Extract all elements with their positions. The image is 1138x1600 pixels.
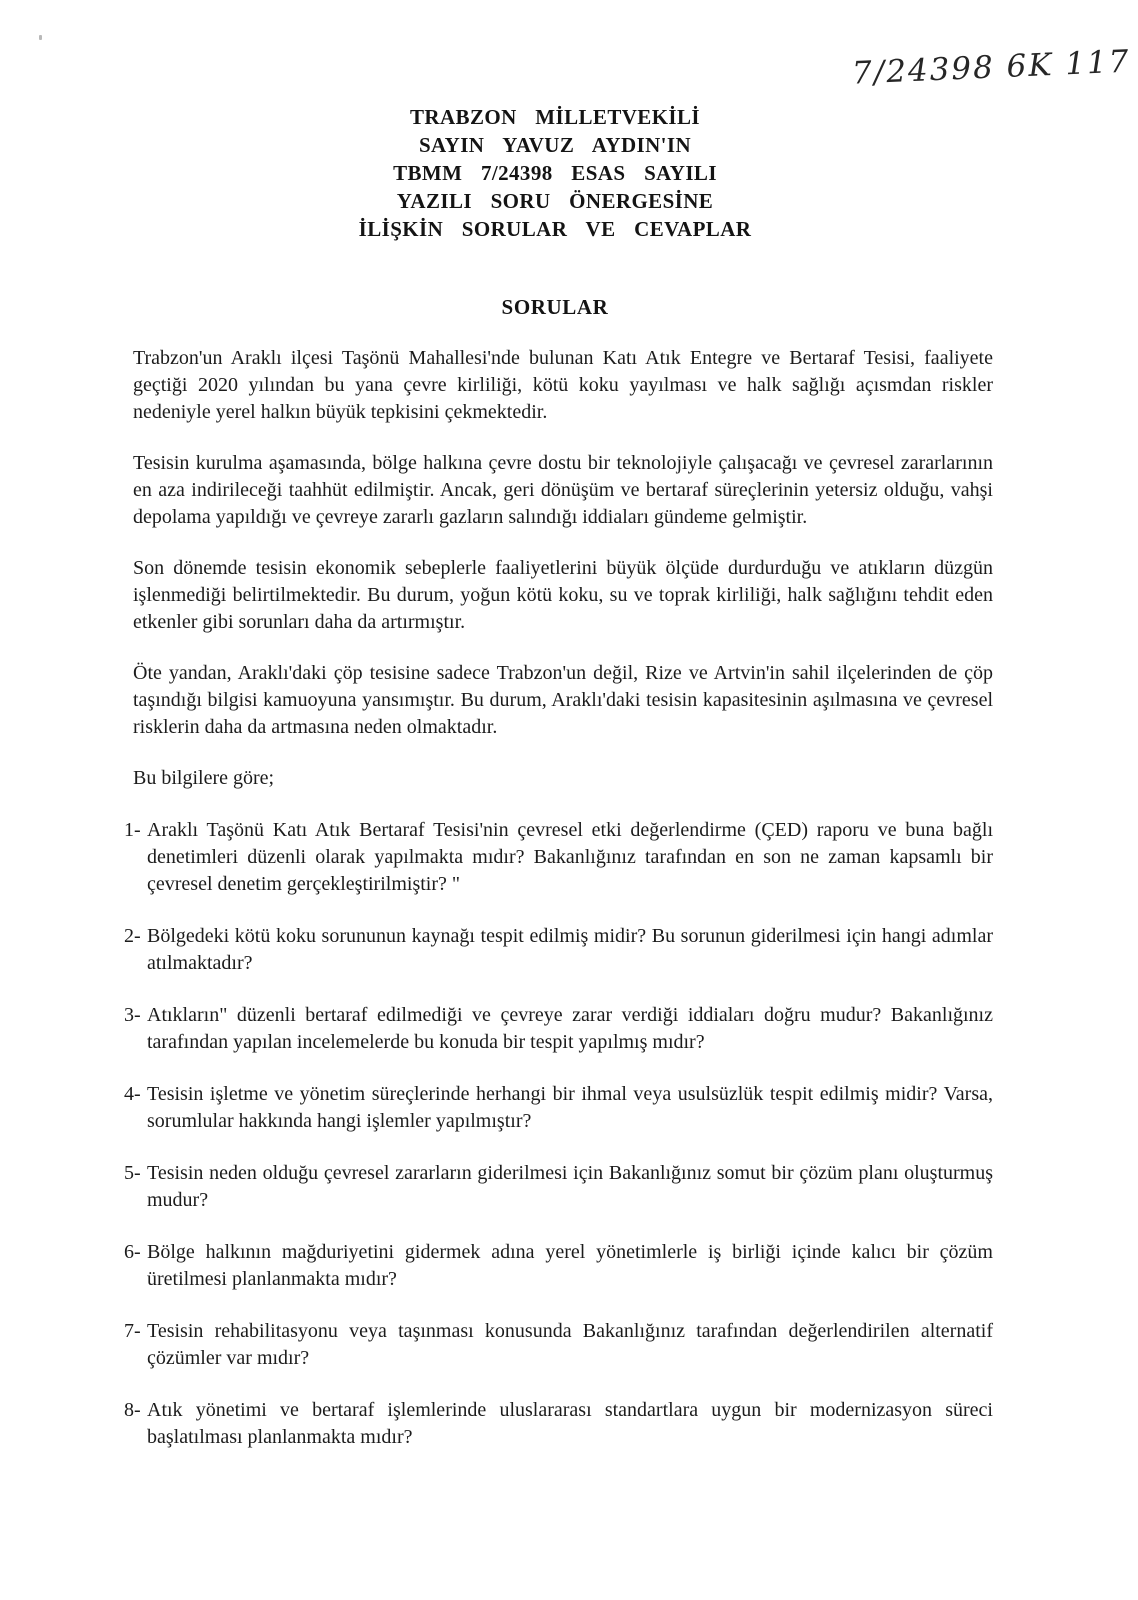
question-item-6 [124,1239,993,1293]
question-text-8: Atık yönetimi ve bertaraf işlemlerinde uluslararası standartlara uygun bir modernizasyon süreci başlatılması planlanmakta mıdır? [147,1399,993,1448]
paragraph-4: Öte yandan, Araklı'daki çöp tesisine sadece Trabzon'un değil, Rize ve Artvin'in sahil ilçelerinden de çöp taşındığı bilgisi kamuoyuna yansımıştır. Bu durum, Araklı'daki tesisin kapasitesinin aşılmasına ve çevresel risklerin daha da artmasına neden olmaktadır. [133,662,993,738]
question-item-3 [124,1002,993,1056]
question-number-5: 5- [124,1162,141,1184]
question-number-1: 1- [124,819,141,841]
question-number-8: 8- [124,1399,141,1421]
question-number-3: 3- [124,1004,141,1026]
document-body [124,345,993,1476]
paragraph-2: Tesisin kurulma aşamasında, bölge halkına çevre dostu bir teknolojiyle çalışacağı ve çevresel zararlarının en aza indirileceği taahhüt edilmiştir. Ancak, geri dönüşüm ve bertaraf süreçlerinin yetersiz olduğu, vahşi depolama yapıldığı ve çevreye zararlı gazların salındığı iddiaları gündeme gelmiştir. [133,452,993,528]
scan-artifact-speck [39,35,42,40]
question-item-1 [124,817,993,898]
question-text-2: Bölgedeki kötü koku sorununun kaynağı tespit edilmiş midir? Bu sorunun giderilmesi için hangi adımlar atılmaktadır? [147,925,993,974]
title-line-4: YAZILI SORU ÖNERGESİNE [396,189,714,213]
paragraph-3: Son dönemde tesisin ekonomik sebeplerle faaliyetlerini büyük ölçüde durdurduğu ve atıkların düzgün işlenmediği belirtilmektedir. Bu durum, yoğun kötü koku, su ve toprak kirliliği, halk sağlığını tehdit eden etkenler gibi sorunları daha da artırmıştır. [133,557,993,633]
paragraph-1: Trabzon'un Araklı ilçesi Taşönü Mahallesi'nde bulunan Katı Atık Entegre ve Bertaraf Tesisi, faaliyete geçtiği 2020 yılından bu yana çevre kirliliği, kötü koku yayılması ve halk sağlığı açısmdan riskler nedeniyle yerel halkın büyük tepkisini çekmektedir. [133,347,993,423]
title-block [0,103,1110,243]
question-item-2 [124,923,993,977]
question-text-1: Araklı Taşönü Katı Atık Bertaraf Tesisi'nin çevresel etki değerlendirme (ÇED) raporu ve buna bağlı denetimleri düzenli olarak yapılmakta mıdır? Bakanlığınız tarafından en son ne zaman kapsamlı bir çevresel denetim gerçekleştirilmiştir? " [147,819,993,895]
handwritten-ref-number: 7/24398 6K 117 [851,43,1132,92]
question-text-4: Tesisin işletme ve yönetim süreçlerinde herhangi bir ihmal veya usulsüzlük tespit edilmiş midir? Varsa, sorumlular hakkında hangi işlemler yapılmıştır? [147,1083,993,1132]
question-text-6: Bölge halkının mağduriyetini gidermek adına yerel yönetimlerle iş birliği içinde kalıcı bir çözüm üretilmesi planlanmakta mıdır? [147,1241,993,1290]
question-number-2: 2- [124,925,141,947]
question-item-7 [124,1318,993,1372]
question-text-3: Atıkların" düzenli bertaraf edilmediği ve çevreye zarar verdiği iddiaları doğru mudur? Bakanlığınız tarafından yapılan incelemelerde bu konuda bir tespit yapılmış mıdır? [147,1004,993,1053]
title-line-2: SAYIN YAVUZ AYDIN'IN [418,133,692,157]
question-item-5 [124,1160,993,1214]
question-text-5: Tesisin neden olduğu çevresel zararların giderilmesi için Bakanlığınız somut bir çözüm planı oluşturmuş mudur? [147,1162,993,1211]
section-heading-sorular: SORULAR [501,295,609,319]
question-number-7: 7- [124,1320,141,1342]
title-line-3: TBMM 7/24398 ESAS SAYILI [393,161,717,185]
question-item-8 [124,1397,993,1451]
title-line-1: TRABZON MİLLETVEKİLİ [410,105,700,129]
question-number-6: 6- [124,1241,141,1263]
intro-line: Bu bilgilere göre; [133,767,275,789]
title-line-5: İLİŞKİN SORULAR VE CEVAPLAR [358,217,752,241]
question-number-4: 4- [124,1083,141,1105]
question-text-7: Tesisin rehabilitasyonu veya taşınması konusunda Bakanlığınız tarafından değerlendirilen alternatif çözümler var mıdır? [147,1320,993,1369]
question-item-4 [124,1081,993,1135]
